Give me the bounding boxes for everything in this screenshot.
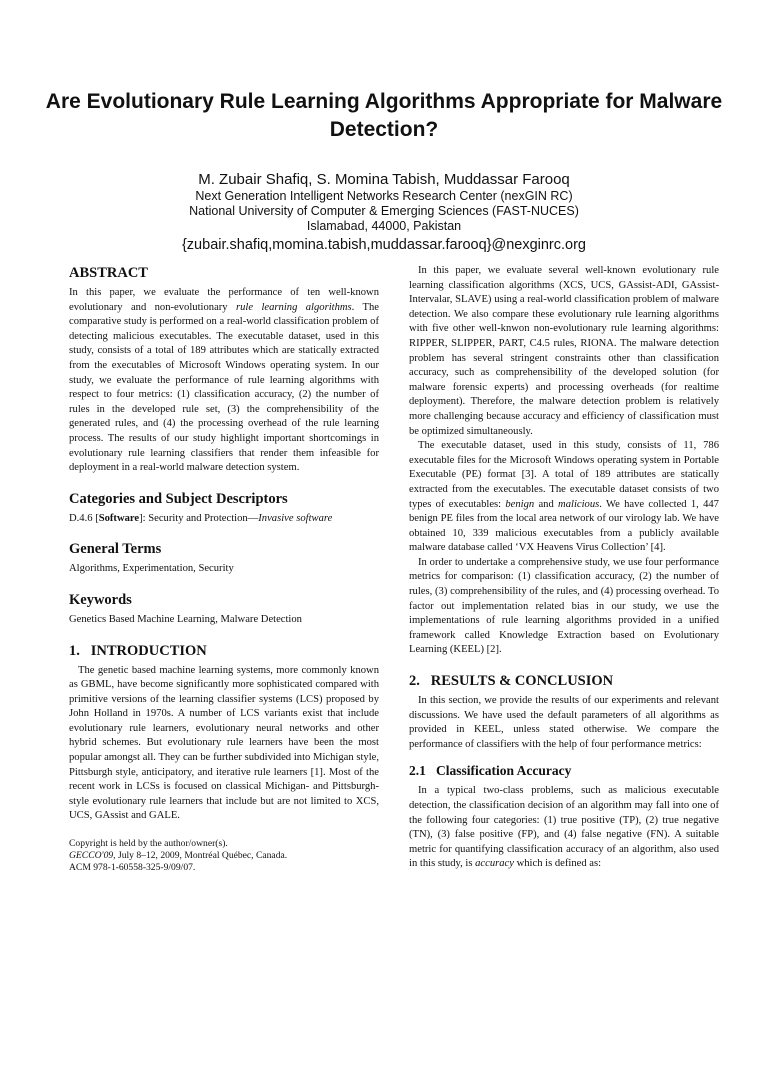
author-block (40, 170, 728, 255)
introduction-text: The genetic based machine learning systems, more commonly known as GBML, have become significantly more sophisticated compared with primitive versions of the learning classifier systems (LCS) proposed by John Holland in 1970s. A number of LCS variants exist that include evolutionary rule learners, evolutionary neural networks and other hybrid schemes. But evolutionary rule learners have been the most popular amongst all. They can be further subdivided into Michigan style, Pittsburgh style, anticipatory, and iterative rule learners [1]. Most of the recent work in LCSs is focused on classical Michigan- and Pittsburgh-style evolutionary rule learners that include but are not limited to XCS, UCS, GAssist and GALE. (69, 664, 379, 822)
accuracy-emphasis: accuracy (475, 858, 514, 870)
general-terms-heading: General Terms (69, 541, 162, 558)
results-text: In this section, we provide the results of our experiments and relevant discussions. We have used the default parameters of all algorithms as provided in KEEL, unless stated otherwise. We compare the performance of classifiers with the help of four performance metrics: (409, 695, 719, 750)
categories-rest: ]: Security and Protection— (139, 512, 259, 524)
author-names: M. Zubair Shafiq, S. Momina Tabish, Muddassar Farooq (198, 171, 570, 188)
introduction-heading: 1. INTRODUCTION (69, 642, 207, 659)
dataset-text-b: and (534, 498, 559, 510)
conference-line (69, 850, 379, 862)
paper-title: Are Evolutionary Rule Learning Algorithms Appropriate for Malware Detection? (45, 90, 723, 141)
left-column (69, 264, 379, 874)
abstract-text-emphasis: rule learning algorithms (236, 301, 352, 313)
categories-emphasis: Invasive software (258, 512, 333, 524)
categories-text (69, 512, 379, 527)
abstract-text (69, 286, 379, 476)
general-terms-text: Algorithms, Experimentation, Security (69, 563, 234, 575)
dataset-benign-emphasis: benign (505, 498, 535, 510)
categories-heading: Categories and Subject Descriptors (69, 490, 288, 507)
affiliation-lab: Next Generation Intelligent Networks Research Center (nexGIN RC) (195, 189, 573, 203)
affiliation-university: National University of Computer & Emerging Sciences (FAST-NUCES) (189, 204, 579, 218)
results-heading: 2. RESULTS & CONCLUSION (409, 673, 614, 690)
abstract-text-part2: . The comparative study is performed on a real-world classification problem of detecting malicious executables. The executable dataset, used in this study, consists of a total of 189 attributes which are statically extracted from the executables of Microsoft Windows operating system. In our study, we evaluate the performance of rule learning algorithms with respect to four metrics: (1) classification accuracy, (2) the number of rules in the developed rule set, (3) the comprehensibility of the generated rules, and (4) the processing overhead of the rule learning process. The results of our study highlight important shortcomings in evolutionary rule learning classifiers that render them infeasible for deployment in a real-world malware detection system. (69, 301, 379, 474)
abstract-text-part1: In this paper, we evaluate the performance of ten well-known evolutionary and non-evolutionary (69, 287, 379, 313)
conference-details: July 8–12, 2009, Montréal Québec, Canada. (115, 850, 288, 862)
author-emails: {zubair.shafiq,momina.tabish,muddassar.farooq}@nexginrc.org (181, 237, 587, 253)
accuracy-text-a: In a typical two-class problems, such as malicious executable detection, the classification decision of an algorithm may fall into one of the following four categories: (1) true positive (TP), (2) true negative (TN), (3) false positive (FP), and (4) false negative (FN). A suitable metric for quantifying classification accuracy of an algorithm, also used in this study, is (409, 785, 719, 870)
classification-accuracy-text (409, 784, 719, 872)
intro-continued-p3: In order to undertake a comprehensive study, we use four performance metrics for comparison: (1) classification accuracy, (2) the number of rules, (3) comprehensibility of the rules, and (4) processing overhead. To factor out implementation related bias in our study, we use the implementations of rule learning algorithms provided in a unified framework called Knowledge Extraction based on Evolutionary Learning (KEEL) [2]. (409, 556, 719, 656)
keywords-text: Genetics Based Machine Learning, Malware Detection (69, 613, 302, 625)
dataset-text-c: . We have collected 1, 447 benign PE files from the local area network of our virology lab. We have obtained 10, 339 malicious executables from a publicly available malware database called ‘VX Heavens Virus Collection’ [4]. (409, 498, 719, 554)
copyright-line: Copyright is held by the author/owner(s). (69, 838, 228, 850)
categories-code: D.4.6 [ (69, 512, 99, 524)
keywords-heading: Keywords (69, 591, 132, 608)
intro-continued-p1: In this paper, we evaluate several well-known evolutionary rule learning classification algorithms (XCS, UCS, GAssist-ADI, GAssist-Intervalar, SLAVE) using a real-world classification problem of malware detection. We also compare these evolutionary rule learning algorithms with five other well-knwon non-evolutionary rule learning algorithms: RIPPER, SLIPPER, PART, C4.5 rules, RIONA. The malware detection problem has several stringent constraints other than classification accuracy, such as comprehensibility of the developed solution (for malware forensic experts) and processing overheads (for realtime deployment). Therefore, the malware detection problem is relatively more challenging because accuracy and efficiency of classification must be optimized simultaneously. (409, 265, 719, 437)
conference-name: GECCO'09, (69, 850, 116, 862)
categories-bold: Software (98, 512, 140, 524)
accuracy-text-b: which is defined as: (513, 858, 602, 870)
acm-isbn-line: ACM 978-1-60558-325-9/09/07. (69, 862, 196, 874)
right-column (409, 264, 719, 872)
dataset-text-a: The executable dataset, used in this study, consists of 11, 786 executable files for the Microsoft Windows operating system in Portable Executable (PE) format [3]. A total of 189 attributes are statically extracted from the executables. The executable dataset consists of two types of executables: (409, 440, 719, 510)
classification-accuracy-heading: 2.1 Classification Accuracy (409, 763, 572, 779)
abstract-heading: ABSTRACT (69, 265, 148, 281)
intro-continued-p2 (409, 439, 719, 556)
dataset-malicious-emphasis: malicious (558, 498, 600, 510)
affiliation-address: Islamabad, 44000, Pakistan (306, 219, 462, 233)
